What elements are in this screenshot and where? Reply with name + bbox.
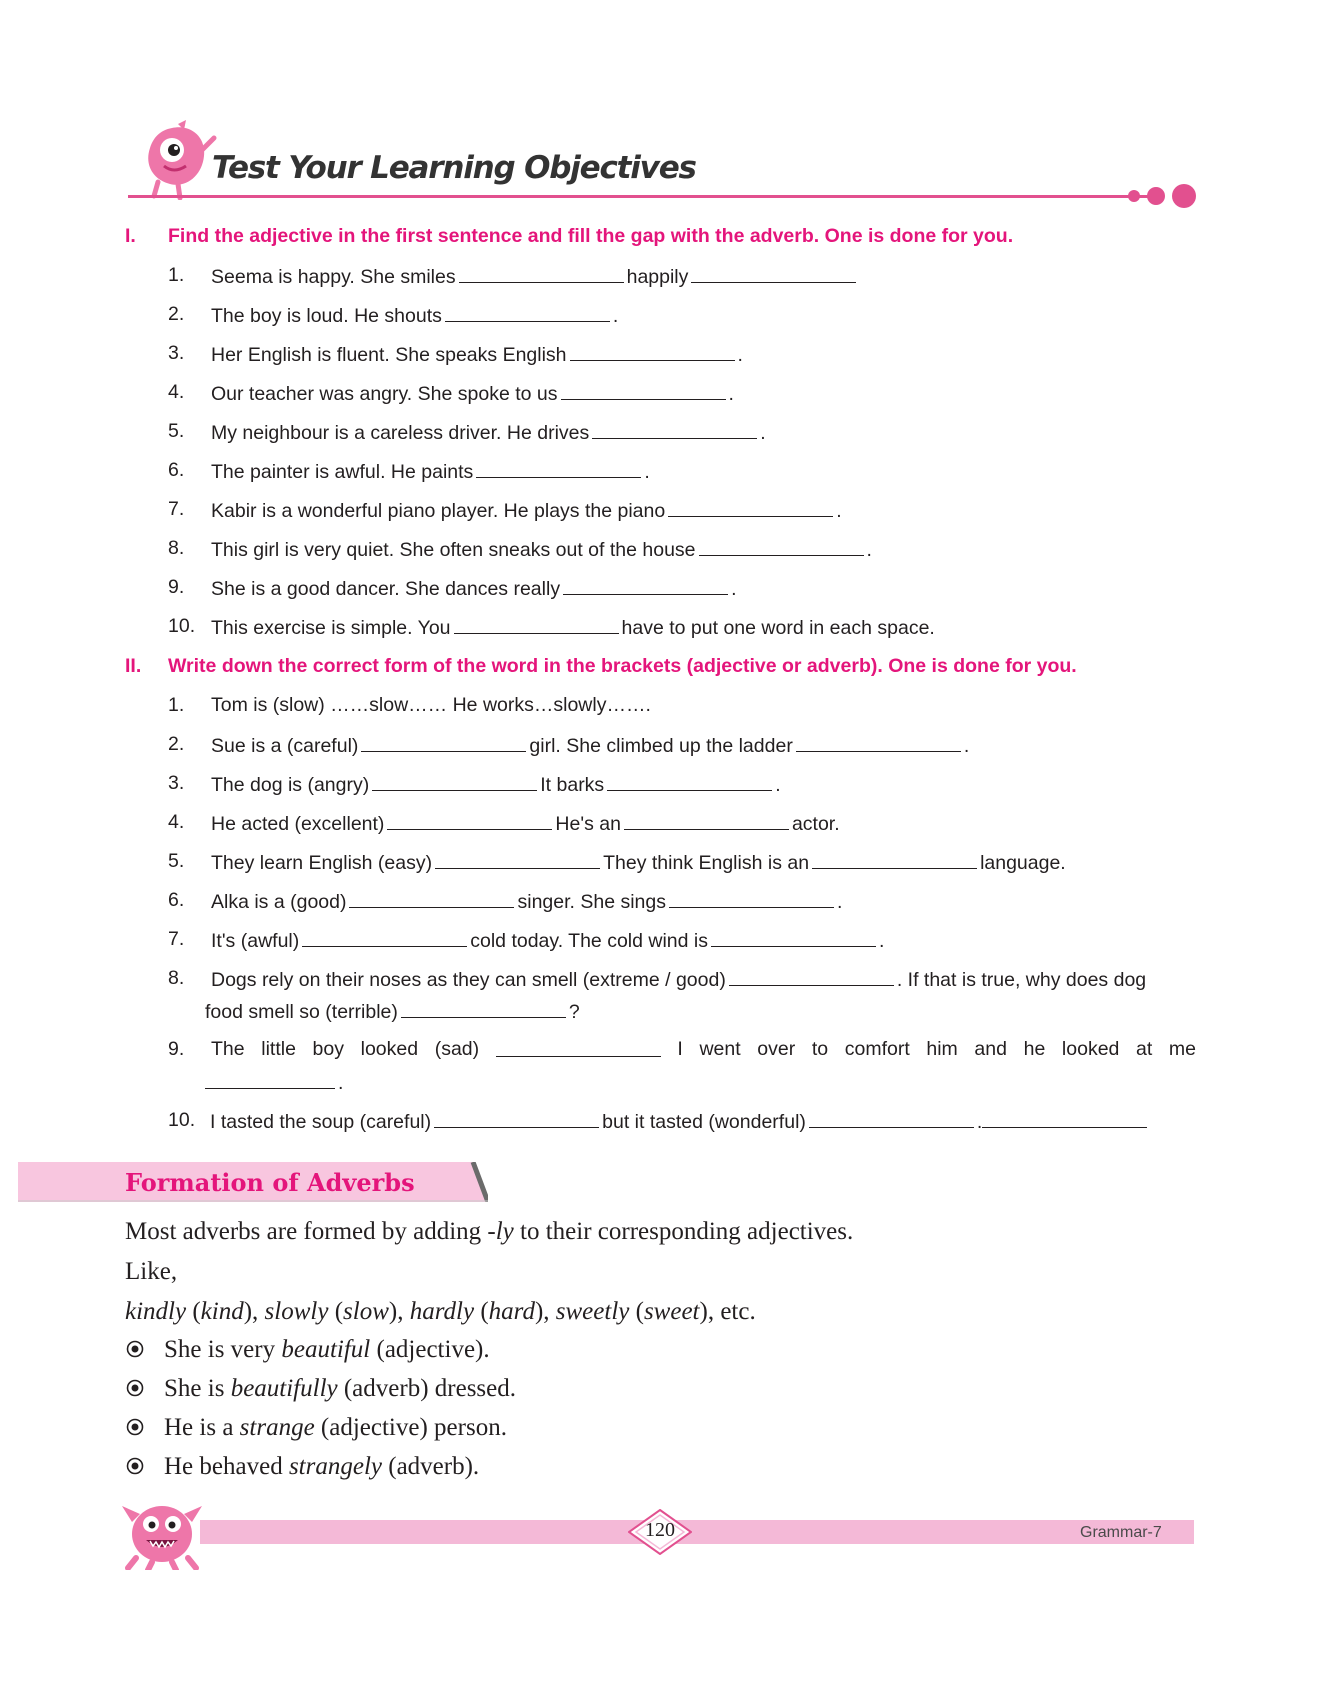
formation-intro: Most adverbs are formed by adding -ly to their corresponding adjectives. bbox=[125, 1218, 854, 1245]
page-number: 120 bbox=[645, 1519, 675, 1541]
formation-bullet: He behaved strangely (adverb). bbox=[126, 1453, 726, 1485]
formation-bullet: She is beautifully (adverb) dressed. bbox=[126, 1375, 726, 1407]
bullet-icon bbox=[126, 1418, 144, 1436]
section-1-heading: I. Find the adjective in the first sentence and fill the gap with the adverb. One is done for you. bbox=[125, 225, 1014, 247]
formation-bullet: She is very beautiful (adjective). bbox=[126, 1336, 726, 1368]
header-mascot-icon bbox=[138, 120, 218, 200]
bullet-icon bbox=[126, 1340, 144, 1358]
section-2-item-continuation: . bbox=[205, 1070, 343, 1095]
bullet-icon bbox=[126, 1457, 144, 1475]
section-2-heading: II. Write down the correct form of the word in the brackets (adjective or adverb). One is done for you. bbox=[125, 655, 1077, 677]
formation-bullet: He is a strange (adjective) person. bbox=[126, 1414, 726, 1446]
book-name: Grammar-7 bbox=[1080, 1524, 1162, 1541]
formation-examples: kindly (kind), slowly (slow), hardly (hard), sweetly (sweet), etc. bbox=[125, 1298, 756, 1325]
formation-title: Formation of Adverbs bbox=[125, 1168, 415, 1197]
page-title: Test Your Learning Objectives bbox=[212, 150, 696, 186]
footer-monster-icon bbox=[118, 1488, 206, 1570]
footer-band bbox=[200, 1520, 1194, 1544]
bullet-icon bbox=[126, 1379, 144, 1397]
header-rule bbox=[128, 195, 1148, 198]
section-2-item-continuation: food smell so (terrible) ? bbox=[205, 1001, 580, 1023]
formation-like: Like, bbox=[125, 1258, 178, 1285]
header-dots-icon bbox=[1126, 183, 1198, 209]
